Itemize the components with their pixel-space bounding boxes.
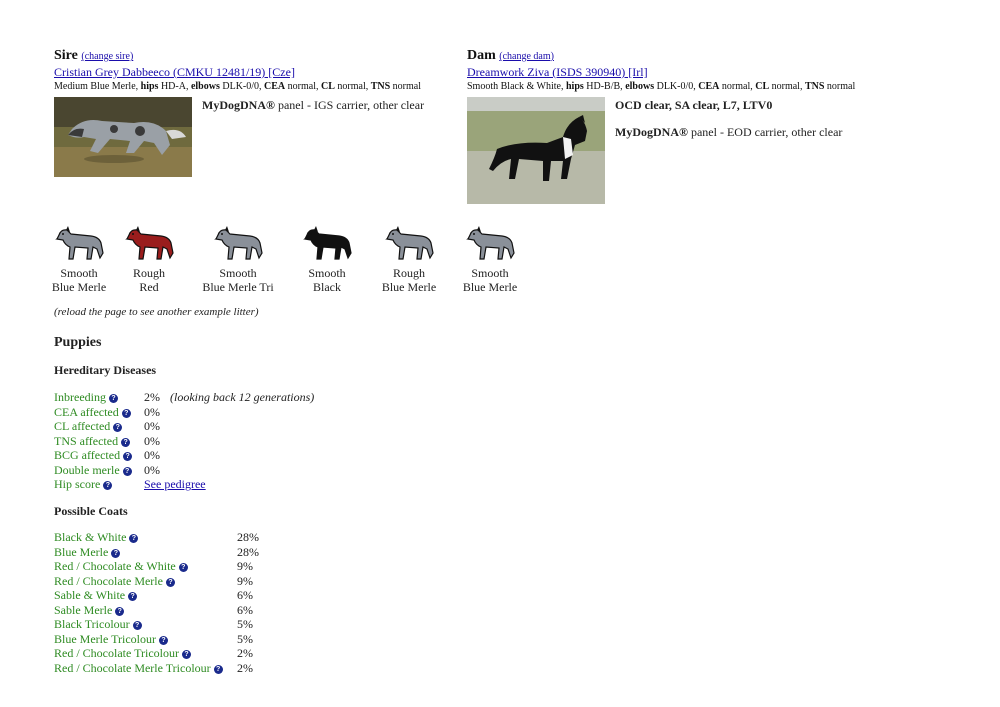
table-row [54, 405, 314, 420]
help-icon[interactable]: ? [111, 549, 120, 558]
row-label: Red / Chocolate & White [54, 559, 176, 573]
help-icon[interactable]: ? [128, 592, 137, 601]
sire-name-link[interactable]: Cristian Grey Dabbeeco (CMKU 12481/19) [Cze] [54, 65, 295, 79]
table-row [54, 434, 314, 449]
dam-tests: OCD clear, SA clear, L7, LTV0 [615, 98, 773, 112]
row-label: CL affected [54, 419, 111, 433]
dog-icon [450, 225, 530, 263]
help-icon[interactable]: ? [182, 650, 191, 659]
row-value: 9% [237, 559, 253, 573]
possible-coats-table [54, 530, 259, 675]
row-label: Blue Merle [54, 544, 109, 559]
help-icon[interactable]: ? [113, 423, 122, 432]
row-label: Sable Merle [54, 602, 113, 617]
hereditary-diseases-table [54, 390, 314, 492]
puppies-heading: Puppies [54, 335, 102, 350]
help-icon[interactable]: ? [179, 563, 188, 572]
change-dam-link[interactable]: (change dam) [499, 51, 554, 62]
puppy-coat-color: Blue Merle Tri [202, 280, 274, 294]
table-row [54, 646, 259, 661]
sire-description: Medium Blue Merle, hips HD-A, elbows DLK-0/0, CEA normal, CL normal, TNS normal [54, 81, 421, 92]
table-row [54, 559, 259, 574]
row-label: Sable & White [54, 588, 126, 602]
row-label: Red / Chocolate Merle [54, 573, 163, 588]
sire-section [54, 47, 474, 177]
help-icon[interactable]: ? [129, 534, 138, 543]
row-value: 0% [144, 419, 160, 433]
table-row [54, 632, 259, 647]
row-value: 2% [237, 660, 253, 675]
table-row [54, 545, 259, 560]
puppy-coat-type: Smooth [471, 266, 509, 280]
table-row [54, 390, 314, 405]
row-value: 6% [237, 588, 253, 602]
table-row [54, 588, 259, 603]
dog-icon [286, 225, 368, 263]
row-value: 0% [144, 448, 160, 462]
litter-puppy [286, 225, 368, 294]
dam-section [467, 47, 887, 204]
row-value: 0% [144, 404, 160, 419]
row-label: BCG affected [54, 448, 121, 462]
puppy-coat-color: Blue Merle [462, 280, 518, 294]
puppy-coat-color: Black [313, 280, 341, 294]
table-row [54, 617, 259, 632]
see-pedigree-link[interactable]: See pedigree [144, 477, 206, 491]
help-icon[interactable]: ? [214, 665, 223, 674]
row-label: TNS affected [54, 433, 119, 448]
help-icon[interactable]: ? [121, 438, 130, 447]
dam-info [615, 97, 842, 204]
litter-puppy [368, 225, 450, 294]
help-icon[interactable]: ? [103, 481, 112, 490]
row-value: 28% [237, 544, 259, 559]
dam-photo [467, 97, 605, 204]
table-row [54, 530, 259, 545]
dam-name-link[interactable]: Dreamwork Ziva (ISDS 390940) [Irl] [467, 65, 648, 79]
sire-dna: MyDogDNA® panel - IGS carrier, other clear [202, 98, 425, 112]
litter-puppy [50, 225, 108, 294]
row-value: 5% [237, 631, 253, 646]
row-label: Black & White [54, 530, 127, 544]
change-sire-link[interactable]: (change sire) [81, 51, 134, 62]
puppy-coat-color: Blue Merle [381, 280, 437, 294]
row-value: 0% [144, 462, 160, 477]
sire-heading [54, 47, 474, 65]
puppy-coat-type: Rough [132, 266, 165, 280]
help-icon[interactable]: ? [123, 467, 132, 476]
litter-puppy [450, 225, 530, 294]
puppy-coat-color: Red [139, 280, 159, 294]
dog-icon [368, 225, 450, 263]
table-row [54, 463, 314, 478]
row-label: Double merle [54, 462, 120, 477]
possible-coats-heading: Possible Coats [54, 504, 128, 518]
row-label: Black Tricolour [54, 617, 130, 631]
dam-label: Dam [467, 48, 496, 63]
table-row [54, 603, 259, 618]
row-value: 2% [237, 646, 253, 660]
row-label: Red / Chocolate Merle Tricolour [54, 660, 211, 675]
table-row [54, 419, 314, 434]
dog-icon [108, 225, 190, 263]
puppy-coat-type: Smooth [60, 266, 98, 280]
help-icon[interactable]: ? [122, 409, 131, 418]
row-value: 28% [237, 530, 259, 544]
table-row [54, 661, 259, 676]
example-litter [50, 225, 530, 294]
row-label: CEA affected [54, 404, 119, 419]
help-icon[interactable]: ? [166, 578, 175, 587]
dam-description: Smooth Black & White, hips HD-B/B, elbows DLK-0/0, CEA normal, CL normal, TNS normal [467, 81, 856, 92]
row-label: Blue Merle Tricolour [54, 631, 156, 646]
puppy-coat-color: Blue Merle [51, 280, 107, 294]
row-value: 5% [237, 617, 253, 631]
hereditary-diseases-heading: Hereditary Diseases [54, 363, 157, 377]
dog-icon [190, 225, 286, 263]
table-row [54, 448, 314, 463]
reload-note: (reload the page to see another example litter) [54, 306, 259, 318]
dam-heading [467, 47, 887, 65]
help-icon[interactable]: ? [133, 621, 142, 630]
table-row [54, 574, 259, 589]
sire-label: Sire [54, 48, 78, 63]
row-value: 0% [144, 433, 160, 448]
dam-dna: MyDogDNA® panel - EOD carrier, other clear [615, 125, 843, 139]
help-icon[interactable]: ? [115, 607, 124, 616]
puppy-coat-type: Smooth [308, 266, 346, 280]
litter-puppy [108, 225, 190, 294]
table-row [54, 477, 314, 492]
dog-icon [50, 225, 108, 263]
row-label: Inbreeding [54, 390, 106, 404]
row-label: Red / Chocolate Tricolour [54, 646, 179, 660]
help-icon[interactable]: ? [159, 636, 168, 645]
help-icon[interactable]: ? [123, 452, 132, 461]
row-label: Hip score [54, 477, 101, 491]
puppy-coat-type: Rough [392, 266, 425, 280]
row-value: 9% [237, 573, 253, 588]
help-icon[interactable]: ? [109, 394, 118, 403]
row-value: 6% [237, 602, 253, 617]
puppy-coat-type: Smooth [219, 266, 257, 280]
row-note: (looking back 12 generations) [170, 390, 315, 404]
litter-puppy [190, 225, 286, 294]
row-value: 2% [144, 390, 160, 404]
sire-photo [54, 97, 192, 177]
